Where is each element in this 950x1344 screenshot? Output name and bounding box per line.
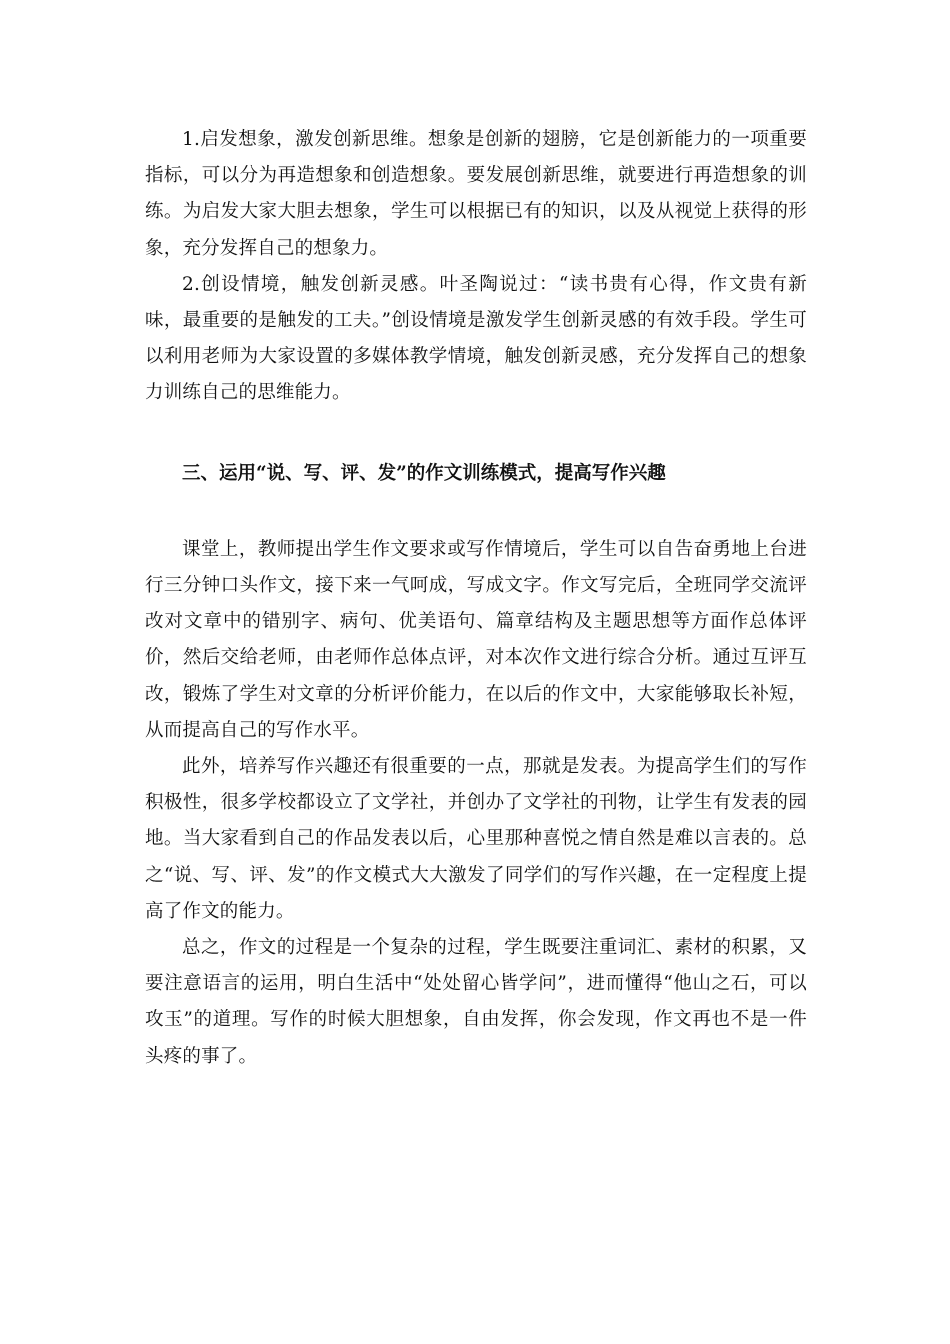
spacer [145,412,807,456]
paragraph-classroom: 课堂上，教师提出学生作文要求或写作情境后，学生可以自告奋勇地上台进行三分钟口头作文，接下来一气呵成，写成文字。作文写完后，全班同学交流评改对文章中的错别字、病句、优美语句、篇章结构及主题思想等方面作总体评价，然后交给老师，由老师作总体点评，对本次作文进行综合分析。通过互评互改，锻炼了学生对文章的分析评价能力，在以后的作文中，大家能够取长补短，从而提高自己的写作水平。 [145,538,807,741]
paragraph-conclusion: 总之，作文的过程是一个复杂的过程，学生既要注重词汇、素材的积累，又要注意语言的运用，明白生活中“处处留心皆学问”，进而懂得“他山之石，可以攻玉”的道理。写作的时候大胆想象，自由发挥，你会发现，作文再也不是一件头疼的事了。 [145,937,807,1067]
spacer [145,492,807,532]
section-heading: 三、运用“说、写、评、发”的作文训练模式，提高写作兴趣 [182,462,666,484]
paragraph-situation: 2.创设情境，触发创新灵感。叶圣陶说过：“读书贵有心得，作文贵有新味，最重要的是触发的工夫。”创设情境是激发学生创新灵感的有效手段。学生可以利用老师为大家设置的多媒体教学情境，触发创新灵感，充分发挥自己的想象力训练自己的思维能力。 [145,273,807,404]
paragraph-imagination: 1.启发想象，激发创新思维。想象是创新的翅膀，它是创新能力的一项重要指标，可以分为再造想象和创造想象。要发展创新思维，就要进行再造想象的训练。为启发大家大胆去想象，学生可以根据已有的知识，以及从视觉上获得的形象，充分发挥自己的想象力。 [145,129,807,259]
paragraph-publishing: 此外，培养写作兴趣还有很重要的一点，那就是发表。为提高学生们的写作积极性，很多学校都设立了文学社，并创办了文学社的刊物，让学生有发表的园地。当大家看到自己的作品发表以后，心里那种喜悦之情自然是难以言表的。总之“说、写、评、发”的作文模式大大激发了同学们的写作兴趣，在一定程度上提高了作文的能力。 [145,756,807,922]
document-page [145,122,807,1075]
